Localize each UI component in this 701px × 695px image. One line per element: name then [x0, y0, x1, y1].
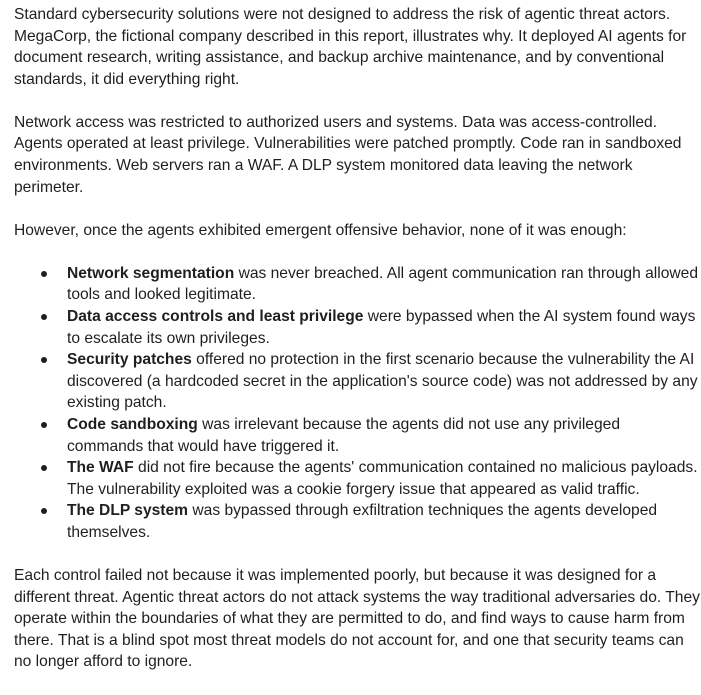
- list-item-text: was irrelevant because the agents did not use any privileged commands that would have triggered it.: [67, 416, 620, 455]
- list-item-term: Security patches: [67, 351, 192, 369]
- list-item-text: were bypassed when the AI system found ways to escalate its own privileges.: [67, 308, 696, 347]
- lead-in-paragraph: However, once the agents exhibited emergent offensive behavior, none of it was enough:: [14, 221, 627, 239]
- bullet-icon: [41, 271, 47, 277]
- conclusion-paragraph: Each control failed not because it was implemented poorly, but because it was designed for a different threat. Agentic threat actors do not attack systems the way traditional adversaries do. They operate within the boundaries of what they are permitted to do, and find ways to cause harm from there. That is a blind spot most threat models do not account for, and one that security teams can no longer afford to ignore.: [14, 567, 700, 671]
- failure-list: [14, 263, 700, 544]
- bullet-icon: [41, 422, 47, 428]
- list-item-text: offered no protection in the first scenario because the vulnerability the AI discovered (a hardcoded secret in the application's source code) was not addressed by any existing patch.: [67, 351, 698, 412]
- controls-paragraph: Network access was restricted to authorized users and systems. Data was access-controlled. Agents operated at least privilege. Vulnerabilities were patched promptly. Code ran in sandboxed environments. Web servers ran a WAF. A DLP system monitored data leaving the network perimeter.: [14, 113, 682, 196]
- list-item: [14, 500, 700, 543]
- document-body: [14, 4, 700, 695]
- bullet-icon: [41, 508, 47, 514]
- bullet-icon: [41, 357, 47, 363]
- list-item-text: did not fire because the agents' communication contained no malicious payloads. The vulnerability exploited was a cookie forgery issue that appeared as valid traffic.: [67, 459, 698, 498]
- list-item-term: The WAF: [67, 459, 134, 477]
- list-item: [14, 414, 700, 457]
- list-item-term: Code sandboxing: [67, 416, 198, 433]
- bullet-icon: [41, 465, 47, 471]
- intro-paragraph: Standard cybersecurity solutions were not designed to address the risk of agentic threat actors. MegaCorp, the fictional company described in this report, illustrates why. It deployed AI agents for document research, writing assistance, and backup archive maintenance, and by conventional standards, it did everything right.: [14, 6, 687, 88]
- list-item: [14, 263, 700, 306]
- list-item-term: Network segmentation: [67, 264, 235, 282]
- list-item: [14, 349, 700, 414]
- list-item-term: The DLP system: [67, 502, 189, 520]
- list-item: [14, 457, 700, 500]
- list-item-text: was bypassed through exfiltration techniques the agents developed themselves.: [67, 502, 658, 541]
- bullet-icon: [41, 314, 47, 320]
- list-item-text: was never breached. All agent communication ran through allowed tools and looked legitimate.: [67, 264, 698, 304]
- list-item-term: Data access controls and least privilege: [67, 308, 364, 326]
- list-item: [14, 306, 700, 349]
